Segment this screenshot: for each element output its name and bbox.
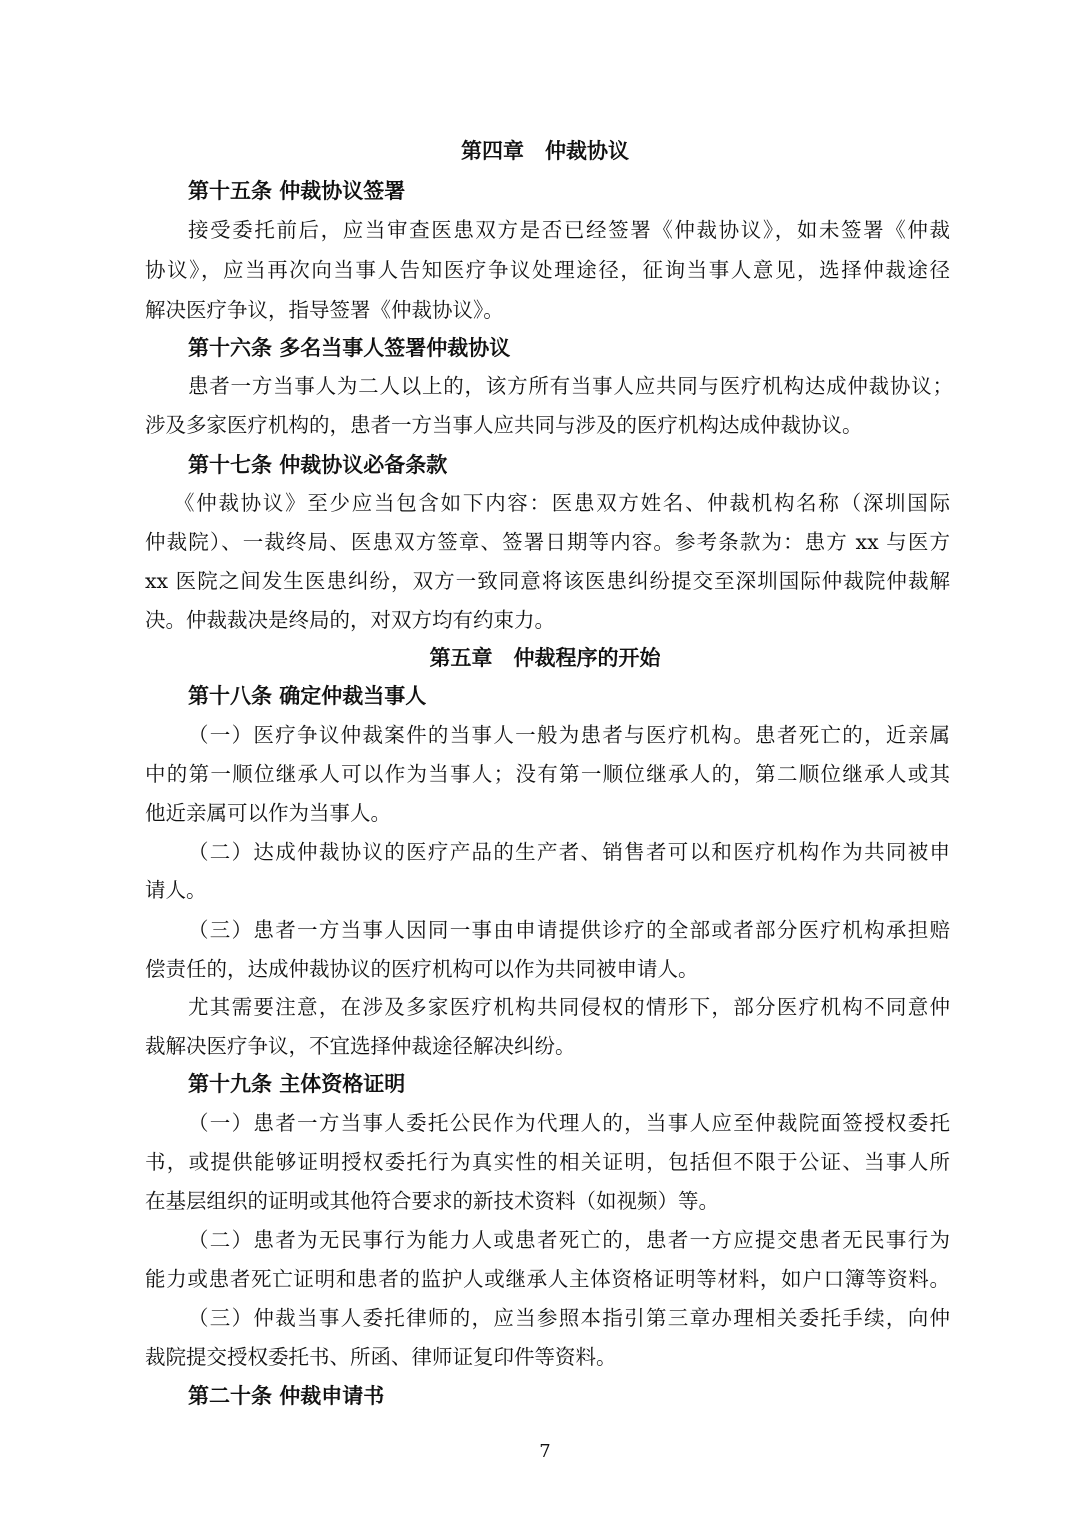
article-16-heading: 第十六条 多名当事人签署仲裁协议 [188,335,511,360]
paragraph-line: 协议》，应当再次向当事人告知医疗争议处理途径，征询当事人意见，选择仲裁途径 [145,258,950,282]
paragraph-line: 在基层组织的证明或其他符合要求的新技术资料（如视频）等。 [145,1189,719,1213]
paragraph-line: 仲裁院）、一裁终局、医患双方签章、签署日期等内容。参考条款为：患方 xx 与医方 [145,530,950,554]
paragraph-line: 能力或患者死亡证明和患者的监护人或继承人主体资格证明等材料，如户口簿等资料。 [145,1267,950,1291]
paragraph-line: 涉及多家医疗机构的，患者一方当事人应共同与涉及的医疗机构达成仲裁协议。 [145,413,863,437]
chapter-4-title: 第四章 仲裁协议 [461,138,629,163]
paragraph-line: 中的第一顺位继承人可以作为当事人；没有第一顺位继承人的，第二顺位继承人或其 [145,762,950,786]
article-17-heading: 第十七条 仲裁协议必备条款 [188,452,448,477]
article-19-heading: 第十九条 主体资格证明 [188,1071,406,1096]
paragraph-line: （一）患者一方当事人委托公民作为代理人的，当事人应至仲裁院面签授权委托 [188,1111,950,1135]
paragraph-line: 他近亲属可以作为当事人。 [145,801,391,825]
page-number: 7 [539,1441,551,1462]
paragraph-line: （二）达成仲裁协议的医疗产品的生产者、销售者可以和医疗机构作为共同被申 [188,840,950,864]
paragraph-line: 决。仲裁裁决是终局的，对双方均有约束力。 [145,608,555,632]
paragraph-line: 接受委托前后，应当审查医患双方是否已经签署《仲裁协议》，如未签署《仲裁 [188,218,950,242]
paragraph-line: （一）医疗争议仲裁案件的当事人一般为患者与医疗机构。患者死亡的，近亲属 [188,723,950,747]
paragraph-line: 偿责任的，达成仲裁协议的医疗机构可以作为共同被申请人。 [145,957,699,981]
paragraph-line: （三）仲裁当事人委托律师的，应当参照本指引第三章办理相关委托手续，向仲 [188,1306,950,1330]
paragraph-line: 书，或提供能够证明授权委托行为真实性的相关证明，包括但不限于公证、当事人所 [145,1150,950,1174]
chapter-5-title: 第五章 仲裁程序的开始 [429,645,661,670]
paragraph-line: 解决医疗争议，指导签署《仲裁协议》。 [145,298,504,322]
article-18-heading: 第十八条 确定仲裁当事人 [188,683,427,708]
paragraph-line: 《仲裁协议》至少应当包含如下内容：医患双方姓名、仲裁机构名称（深圳国际 [174,491,950,515]
paragraph-line: 请人。 [145,878,207,902]
paragraph-line: xx 医院之间发生医患纠纷，双方一致同意将该医患纠纷提交至深圳国际仲裁院仲裁解 [145,569,950,593]
article-15-heading: 第十五条 仲裁协议签署 [188,178,406,203]
paragraph-line: 裁解决医疗争议，不宜选择仲裁途径解决纠纷。 [145,1034,576,1058]
paragraph-line: （二）患者为无民事行为能力人或患者死亡的，患者一方应提交患者无民事行为 [188,1228,950,1252]
paragraph-line: 裁院提交授权委托书、所函、律师证复印件等资料。 [145,1345,617,1369]
paragraph-line: 尤其需要注意，在涉及多家医疗机构共同侵权的情形下，部分医疗机构不同意仲 [188,995,950,1019]
paragraph-line: 患者一方当事人为二人以上的，该方所有当事人应共同与医疗机构达成仲裁协议； [188,374,953,398]
paragraph-line: （三）患者一方当事人因同一事由申请提供诊疗的全部或者部分医疗机构承担赔 [188,918,950,942]
article-20-heading: 第二十条 仲裁申请书 [188,1383,385,1408]
